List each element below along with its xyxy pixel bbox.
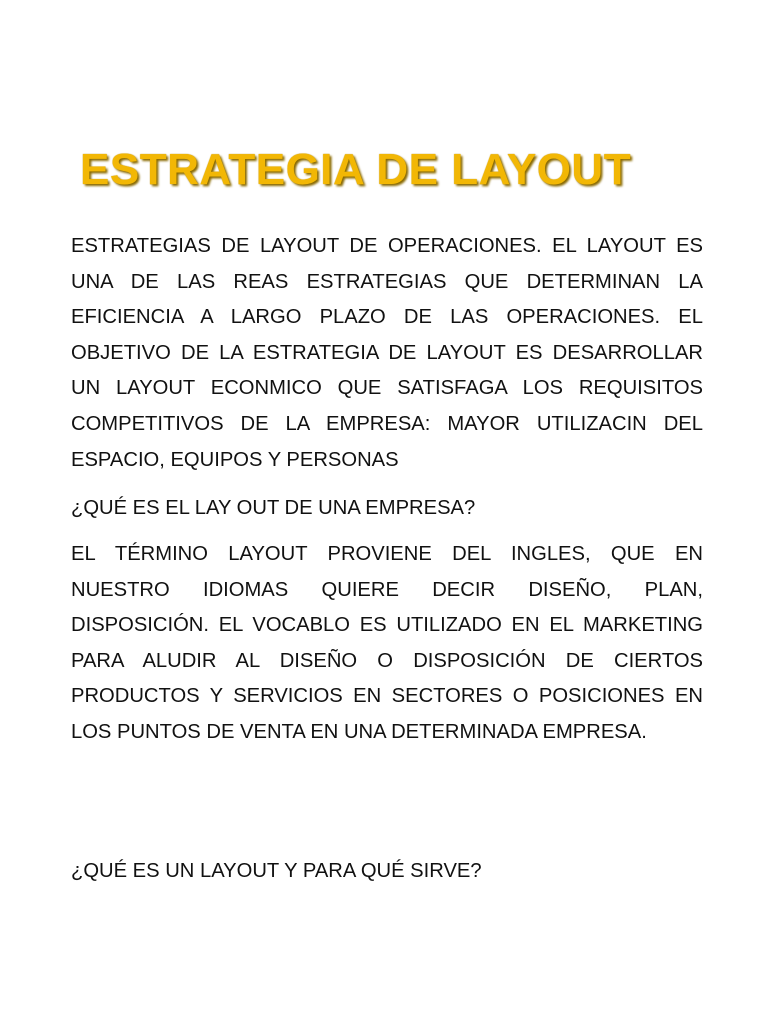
question-layout-empresa: ¿QUÉ ES EL LAY OUT DE UNA EMPRESA? <box>71 497 476 519</box>
paragraph-termino-layout: EL TÉRMINO LAYOUT PROVIENE DEL INGLES, QUE EN NUESTRO IDIOMAS QUIERE DECIR DISEÑO, PLAN, DISPOSICIÓN. EL VOCABLO ES UTILIZADO EN EL MARKETING PARA ALUDIR AL DISEÑO O DISPOSICIÓN DE CIERTOS PRODUCTOS Y SERVICIOS EN SECTORES O POSICIONES EN LOS PUNTOS DE VENTA EN UNA DETERMINADA EMPRESA. <box>71 543 703 743</box>
page-title: ESTRATEGIA DE LAYOUT <box>80 145 632 194</box>
paragraph-estrategias: ESTRATEGIAS DE LAYOUT DE OPERACIONES. EL LAYOUT ES UNA DE LAS REAS ESTRATEGIAS QUE DETERMINAN LA EFICIENCIA A LARGO PLAZO DE LAS OPERACIONES. EL OBJETIVO DE LA ESTRATEGIA DE LAYOUT ES DESARROLLAR UN LAYOUT ECONMICO QUE SATISFAGA LOS REQUISITOS COMPETITIVOS DE LA EMPRESA: MAYOR UTILIZACIN DEL ESPACIO, EQUIPOS Y PERSONAS <box>71 235 703 471</box>
question-que-es-layout: ¿QUÉ ES UN LAYOUT Y PARA QUÉ SIRVE? <box>71 860 482 882</box>
